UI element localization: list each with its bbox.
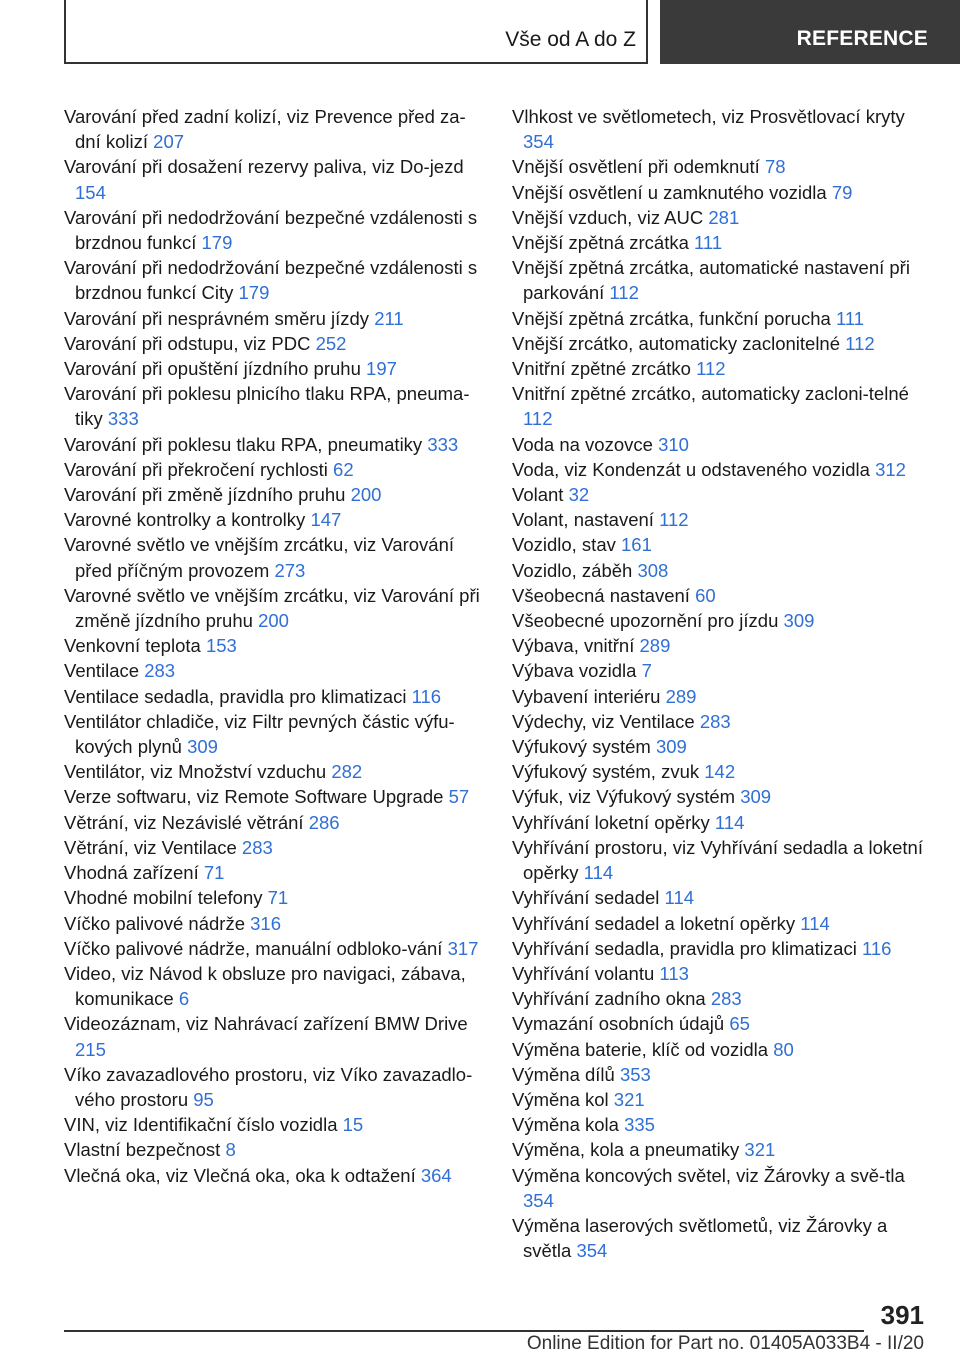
page-link[interactable]: 154 (75, 181, 106, 203)
index-entry-text: Varovné světlo ve vnějším zrcátku, viz Varování při změně jízdního pruhu (64, 584, 480, 632)
page-link[interactable]: 116 (411, 685, 442, 707)
page-link[interactable]: 286 (308, 811, 340, 833)
index-entry-text: Vhodná zařízení (64, 862, 199, 884)
index-entry-text: Varování při nedodržování bezpečné vzdálenosti s brzdnou funkcí (64, 206, 478, 254)
index-entry-text: Všeobecná nastavení (512, 584, 690, 606)
index-entry (512, 1062, 932, 1087)
index-entry-text: Vybavení interiéru (512, 685, 661, 707)
index-entry-text: Ventilace sedadla, pravidla pro klimatizaci (64, 685, 407, 707)
footer-rule (64, 1330, 864, 1332)
page-link[interactable]: 65 (729, 1013, 750, 1035)
index-entry-text: Ventilátor chladiče, viz Filtr pevných částic výfu-kových plynů (64, 710, 455, 758)
index-entry (512, 205, 932, 230)
page-link[interactable]: 308 (637, 559, 669, 581)
index-entry-text: Vyhřívání sedadel (512, 887, 660, 909)
index-entry-text: Výbava, vnitřní (512, 635, 635, 657)
index-entry-text: Varování při opuštění jízdního pruhu (64, 358, 361, 380)
index-entry (64, 658, 484, 683)
index-entry-text: Videozáznam, viz Nahrávací zařízení BMW Drive (64, 1013, 468, 1035)
index-entry (64, 381, 484, 431)
index-entry-text: Výměna laserových světlometů, viz Žárovky a světla (512, 1214, 888, 1262)
reference-tab[interactable] (660, 0, 960, 64)
index-entry (512, 885, 932, 910)
index-entry (512, 1163, 932, 1213)
page-link[interactable]: 283 (699, 710, 731, 732)
index-entry-text: Výfukový systém (512, 736, 651, 758)
page-link[interactable]: 8 (225, 1139, 236, 1161)
index-entry (64, 154, 484, 204)
page-link[interactable]: 273 (274, 559, 306, 581)
page-number: 391 (880, 1300, 924, 1330)
index-entry-text: Varovné světlo ve vnějším zrcátku, viz Varování před příčným provozem (64, 534, 455, 581)
page-link[interactable]: 57 (448, 786, 470, 808)
index-entry (512, 381, 932, 431)
index-entry (64, 205, 484, 255)
index-entry-text: Volant, nastavení (512, 509, 654, 531)
page-link[interactable]: 161 (621, 534, 652, 556)
page-link[interactable]: 316 (250, 912, 282, 934)
page-link[interactable]: 354 (523, 1189, 554, 1211)
index-entry (512, 154, 932, 179)
index-entry-text: Výměna kola (512, 1114, 619, 1136)
index-entry-text: Výměna baterie, klíč od vozidla (512, 1038, 769, 1060)
page-link[interactable]: 95 (193, 1088, 214, 1110)
index-column-right (512, 104, 932, 1263)
index-entry-text: Varování před zadní kolizí, viz Prevence před za-dní kolizí (64, 106, 466, 153)
index-entry (64, 885, 484, 910)
page-link[interactable]: 321 (613, 1088, 645, 1110)
index-entry (64, 1163, 484, 1188)
index-entry-text: Vlastní bezpečnost (64, 1139, 221, 1161)
page-link[interactable]: 200 (350, 484, 382, 506)
index-entry (64, 911, 484, 936)
index-entry-text: Vnější zpětná zrcátka, funkční porucha (512, 307, 831, 329)
index-entry (512, 1011, 932, 1036)
section-title: Vše od A do Z (505, 28, 636, 51)
index-entry (512, 432, 932, 457)
index-entry (64, 331, 484, 356)
page-link[interactable]: 333 (107, 408, 139, 430)
index-entry-text: Vhodné mobilní telefony (64, 887, 263, 909)
index-entry (512, 734, 932, 759)
index-entry-text: Ventilátor, viz Množství vzduchu (64, 761, 327, 783)
index-entry (64, 684, 484, 709)
page-link[interactable]: 283 (710, 988, 742, 1010)
index-entry (64, 1011, 484, 1061)
page-link[interactable]: 32 (568, 484, 590, 506)
page-link[interactable]: 71 (267, 887, 289, 909)
index-entry-text: Varování při nedodržování bezpečné vzdálenosti s brzdnou funkcí City (64, 257, 478, 304)
index-entry (64, 936, 484, 961)
index-entry (64, 1112, 484, 1137)
page-link[interactable]: 200 (258, 610, 289, 632)
index-entry (64, 457, 484, 482)
index-entry-text: Výměna koncových světel, viz Žárovky a svě-tla (512, 1164, 905, 1186)
index-entry-text: Vnější zrcátko, automaticky zaclonitelné (512, 332, 841, 354)
index-entry-text: Větrání, viz Ventilace (64, 836, 237, 858)
index-entry (512, 986, 932, 1011)
index-column-left (64, 104, 484, 1188)
index-entry (512, 558, 932, 583)
page-link[interactable]: 309 (655, 736, 687, 758)
page-link[interactable]: 215 (75, 1038, 106, 1060)
index-entry (512, 911, 932, 936)
index-entry-text: Víčko palivové nádrže (64, 912, 245, 934)
page-link[interactable]: 289 (639, 635, 671, 657)
page-link[interactable]: 364 (420, 1164, 452, 1186)
index-entry (64, 810, 484, 835)
index-entry (64, 784, 484, 809)
page-link[interactable]: 7 (641, 660, 652, 682)
page-link[interactable]: 335 (624, 1114, 655, 1136)
page-link[interactable]: 112 (845, 332, 875, 354)
page-link[interactable]: 114 (714, 811, 745, 833)
index-entry-text: Vnější vzduch, viz AUC (512, 206, 704, 228)
page-link[interactable]: 197 (366, 358, 397, 380)
page-link[interactable]: 207 (153, 131, 185, 153)
index-entry (512, 633, 932, 658)
page-link[interactable]: 6 (178, 988, 190, 1010)
index-entry (512, 608, 932, 633)
page-link[interactable]: 281 (708, 206, 740, 228)
index-entry-text: Video, viz Návod k obsluze pro navigaci, zábava, komunikace (64, 962, 466, 1010)
page-link[interactable]: 112 (696, 358, 726, 380)
page-link[interactable]: 114 (800, 912, 830, 934)
index-entry-text: Varování při překročení rychlosti (64, 458, 328, 480)
index-entry (64, 709, 484, 759)
page-link[interactable]: 354 (523, 131, 554, 153)
index-entry (64, 507, 484, 532)
page-link[interactable]: 309 (740, 786, 772, 808)
index-entry (512, 658, 932, 683)
index-entry-text: Vlhkost ve světlometech, viz Prosvětlovací kryty (512, 106, 905, 127)
index-entry (512, 810, 932, 835)
page-link[interactable]: 353 (619, 1063, 651, 1085)
index-entry-text: Vnější zpětná zrcátka (512, 232, 689, 254)
index-entry (512, 507, 932, 532)
page-link[interactable]: 282 (331, 761, 363, 783)
page-link[interactable]: 71 (203, 862, 225, 884)
page-link[interactable]: 211 (374, 307, 404, 329)
index-entry-text: Výfuk, viz Výfukový systém (512, 786, 736, 808)
index-entry-text: Varování při dosažení rezervy paliva, viz Do-jezd (64, 156, 464, 178)
page-link[interactable]: 309 (187, 736, 218, 758)
index-entry-text: Výdechy, viz Ventilace (512, 710, 695, 732)
page-link[interactable]: 179 (238, 282, 270, 304)
index-entry-text: Varování při poklesu tlaku RPA, pneumatiky (64, 433, 423, 455)
index-entry (512, 583, 932, 608)
reference-tab-label: REFERENCE (796, 27, 928, 50)
page-link[interactable]: 116 (861, 937, 892, 959)
page-link[interactable]: 112 (523, 408, 553, 430)
page-link[interactable]: 321 (744, 1139, 776, 1161)
index-entry (512, 180, 932, 205)
index-entry-text: Varování při odstupu, viz PDC (64, 332, 311, 354)
index-entry (64, 255, 484, 305)
index-entry-text: Vozidlo, stav (512, 534, 616, 556)
page-link[interactable]: 317 (447, 937, 479, 959)
page-link[interactable]: 179 (201, 232, 233, 254)
index-entry-text: Voda, viz Kondenzát u odstaveného vozidla (512, 458, 870, 480)
index-entry (64, 356, 484, 381)
page-link[interactable]: 114 (664, 887, 695, 909)
index-entry (512, 784, 932, 809)
index-entry (512, 457, 932, 482)
index-entry (512, 835, 932, 885)
header-rule-right (646, 0, 648, 64)
index-entry (64, 583, 484, 633)
index-entry (512, 709, 932, 734)
index-entry-text: Větrání, viz Nezávislé větrání (64, 811, 304, 833)
index-entry (512, 759, 932, 784)
index-entry-text: Ventilace (64, 660, 140, 682)
index-entry-text: Vyhřívání sedadla, pravidla pro klimatizaci (512, 937, 857, 959)
page-link[interactable]: 112 (659, 509, 689, 531)
index-entry-text: Vozidlo, záběh (512, 559, 633, 581)
index-entry (64, 482, 484, 507)
index-entry-text: Vyhřívání prostoru, viz Vyhřívání sedadla a loketní opěrky (512, 836, 923, 884)
page-link[interactable]: 289 (665, 685, 697, 707)
page-link[interactable]: 113 (659, 962, 689, 984)
page-link[interactable]: 111 (694, 232, 723, 254)
index-entry-text: Varování při nesprávném směru jízdy (64, 307, 370, 329)
page-link[interactable]: 309 (783, 610, 815, 632)
page-link[interactable]: 354 (576, 1240, 608, 1262)
index-entry (64, 532, 484, 582)
page-link[interactable]: 111 (835, 307, 865, 329)
page-link[interactable]: 78 (764, 156, 786, 178)
index-entry-text: Venkovní teplota (64, 635, 201, 657)
index-entry-text: Varování při poklesu plnicího tlaku RPA, pneuma-tiky (64, 383, 470, 430)
index-entry-text: Vyhřívání volantu (512, 962, 655, 984)
index-entry (512, 936, 932, 961)
index-entry-text: Výměna, kola a pneumatiky (512, 1139, 740, 1161)
page-link[interactable]: 252 (315, 332, 347, 354)
index-entry (512, 1137, 932, 1162)
index-entry-text: Výměna dílů (512, 1063, 615, 1085)
index-entry (512, 255, 932, 305)
page-link[interactable]: 147 (310, 509, 342, 531)
page-link[interactable]: 333 (427, 433, 459, 455)
index-entry (512, 230, 932, 255)
index-entry (64, 432, 484, 457)
index-entry (512, 306, 932, 331)
page-link[interactable]: 283 (144, 660, 176, 682)
page-link[interactable]: 312 (875, 458, 906, 480)
index-entry (64, 961, 484, 1011)
index-entry (64, 306, 484, 331)
index-entry (512, 532, 932, 557)
index-entry-text: Víčko palivové nádrže, manuální odbloko-vání (64, 937, 443, 959)
index-entry-text: Verze softwaru, viz Remote Software Upgrade (64, 786, 444, 808)
index-entry-text: Vymazání osobních údajů (512, 1013, 725, 1035)
index-entry (512, 1037, 932, 1062)
index-entry-text: Voda na vozovce (512, 433, 653, 455)
footer-edition: Online Edition for Part no. 01405A033B4 - II/20 (526, 1333, 924, 1354)
index-entry-text: Víko zavazadlového prostoru, viz Víko zavazadlo-vého prostoru (64, 1063, 473, 1110)
header-rule-left (64, 0, 66, 64)
index-entry-text: Vlečná oka, viz Vlečná oka, oka k odtažení (64, 1164, 416, 1186)
page-link[interactable]: 60 (695, 584, 716, 606)
index-entry-text: Varování při změně jízdního pruhu (64, 484, 346, 506)
index-entry-text: Vnější osvětlení u zamknutého vozidla (512, 181, 827, 203)
index-entry (64, 104, 484, 154)
index-entry (512, 356, 932, 381)
index-entry (64, 1137, 484, 1162)
page-link[interactable]: 112 (609, 282, 639, 304)
index-entry-text: Varovné kontrolky a kontrolky (64, 509, 306, 531)
index-entry (512, 1213, 932, 1263)
index-entry (64, 835, 484, 860)
index-entry-text: Vyhřívání zadního okna (512, 988, 706, 1010)
index-entry-text: Vnější zpětná zrcátka, automatické nastavení při parkování (512, 257, 910, 304)
index-entry (512, 482, 932, 507)
index-entry (512, 1112, 932, 1137)
index-entry (512, 1087, 932, 1112)
index-entry-text: VIN, viz Identifikační číslo vozidla (64, 1114, 338, 1136)
index-entry-text: Výbava vozidla (512, 660, 637, 682)
page-link[interactable]: 283 (241, 836, 273, 858)
index-entry-text: Výfukový systém, zvuk (512, 761, 700, 783)
page-link[interactable]: 114 (583, 862, 614, 884)
index-entry-text: Všeobecné upozornění pro jízdu (512, 610, 779, 632)
index-entry (64, 633, 484, 658)
index-entry-text: Vyhřívání loketní opěrky (512, 811, 710, 833)
page-link[interactable]: 80 (773, 1038, 794, 1060)
index-entry (64, 860, 484, 885)
index-entry-text: Vyhřívání sedadel a loketní opěrky (512, 912, 796, 934)
index-entry (64, 1062, 484, 1112)
page-link[interactable]: 153 (205, 635, 237, 657)
page-link[interactable]: 142 (704, 761, 736, 783)
page-link[interactable]: 62 (333, 458, 354, 480)
index-entry (512, 684, 932, 709)
page-link[interactable]: 15 (342, 1114, 364, 1136)
index-entry-text: Volant (512, 484, 564, 506)
header-rule-bottom (64, 62, 648, 64)
index-entry (512, 961, 932, 986)
index-entry-text: Vnitřní zpětné zrcátko (512, 358, 691, 380)
page-link[interactable]: 79 (831, 181, 853, 203)
index-entry (512, 331, 932, 356)
index-entry-text: Výměna kol (512, 1088, 609, 1110)
page-link[interactable]: 310 (658, 433, 689, 455)
index-entry (64, 759, 484, 784)
index-entry-text: Vnitřní zpětné zrcátko, automaticky zacloni-telné (512, 383, 909, 405)
index-entry-text: Vnější osvětlení při odemknutí (512, 156, 760, 178)
index-entry (512, 104, 932, 154)
